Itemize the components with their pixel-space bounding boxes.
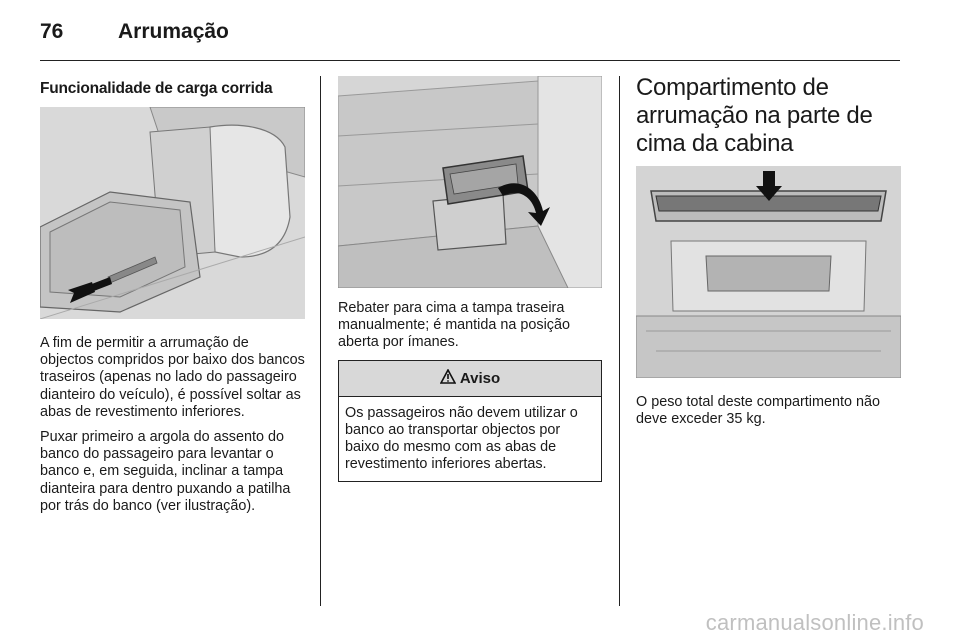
paragraph-load-through-1: A fim de permitir a arrumação de objectos compridos por baixo dos bancos traseiros (apenas no lado do passageiro dianteiro do veículo), é possível soltar as abas de revestimento inferiores. xyxy=(40,335,305,420)
column-divider-1 xyxy=(320,76,321,606)
section-heading-load-through: Funcionalidade de carga corrida xyxy=(40,80,273,97)
paragraph-load-through-2: Puxar primeiro a argola do assento do banco do passageiro para levantar o banco e, em seguida, inclinar a tampa dianteira para dentro puxando a patilha por trás do banco (ver ilustração). xyxy=(40,429,291,514)
illustration-seat-flap xyxy=(40,107,305,319)
warning-triangle-icon xyxy=(440,369,456,388)
section-heading-overhead-storage: Compartimento de arrumação na parte de cima da cabina xyxy=(636,74,873,157)
watermark: carmanualsonline.info xyxy=(705,610,924,635)
warning-title: Aviso xyxy=(459,369,501,387)
warning-text: Os passageiros não devem utilizar o banco ao transportar objectos por baixo do mesmo com as abas de revestimento inferiores abertas. xyxy=(345,404,578,473)
chapter-title: Arrumação xyxy=(118,20,229,43)
page-header xyxy=(40,18,900,61)
column-3 xyxy=(636,62,901,436)
illustration-rear-flap xyxy=(338,76,602,288)
paragraph-rear-flap: Rebater para cima a tampa traseira manualmente; é mantida na posição aberta por ímanes. xyxy=(338,300,570,351)
column-divider-2 xyxy=(619,76,620,606)
page-number: 76 xyxy=(40,20,64,43)
column-1 xyxy=(40,62,305,523)
warning-header xyxy=(339,361,601,397)
illustration-overhead-compartment xyxy=(636,166,901,378)
warning-box xyxy=(338,360,602,483)
column-2 xyxy=(338,62,602,482)
paragraph-overhead-weight: O peso total deste compartimento não deve exceder 35 kg. xyxy=(636,394,880,428)
